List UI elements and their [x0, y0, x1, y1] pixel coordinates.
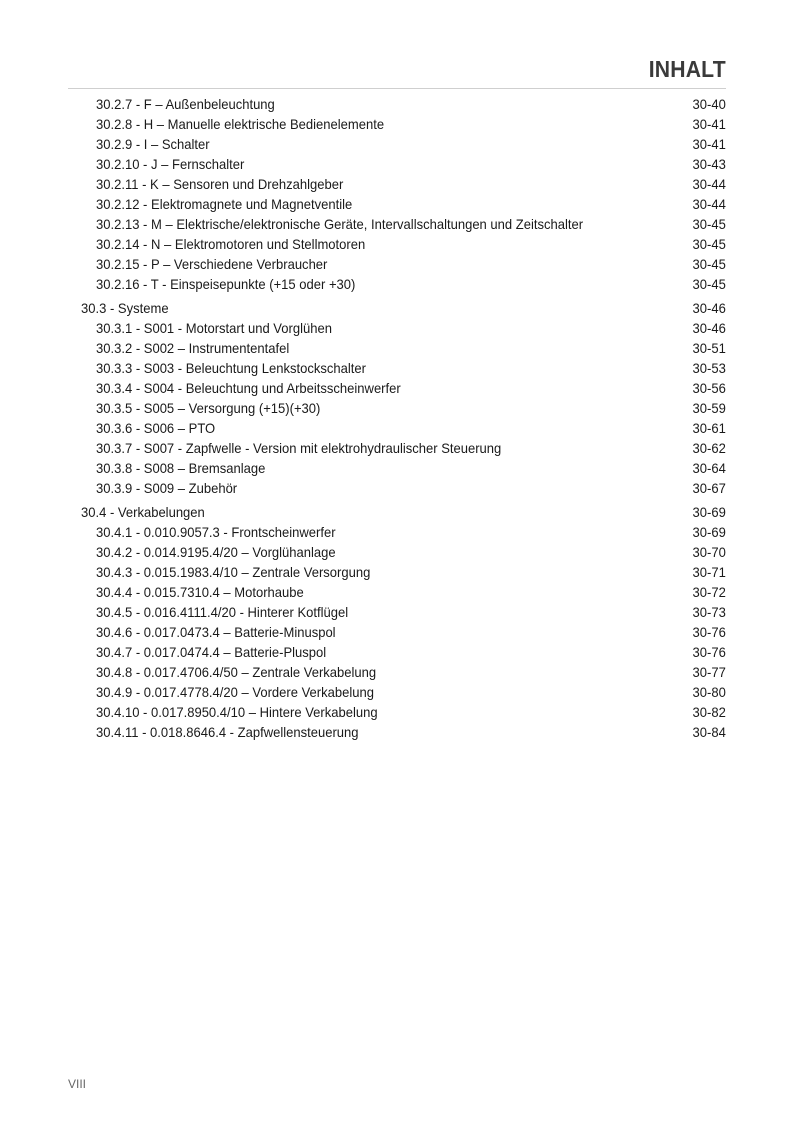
toc-entry-page: 30-45 [692, 236, 726, 252]
toc-entry-page: 30-72 [692, 584, 726, 600]
toc-entry-page: 30-53 [692, 360, 726, 376]
toc-entry-title: 30.4.1 - 0.010.9057.3 - Frontscheinwerfer [96, 524, 336, 540]
toc-entry[interactable] [68, 602, 726, 622]
toc-entry-title: 30.4.6 - 0.017.0473.4 – Batterie-Minuspol [96, 624, 336, 640]
toc-entry-page: 30-46 [692, 320, 726, 336]
toc-entry[interactable] [68, 254, 726, 274]
toc-entry-page: 30-71 [692, 564, 726, 580]
toc-entry[interactable] [68, 438, 726, 458]
toc-entry[interactable] [68, 274, 726, 294]
toc-entry-page: 30-77 [692, 664, 726, 680]
toc-entry-title: 30.4.4 - 0.015.7310.4 – Motorhaube [96, 584, 304, 600]
toc-entry-title: 30.3.2 - S002 – Instrumententafel [96, 340, 290, 356]
toc-entry-page: 30-59 [692, 400, 726, 416]
toc-section [68, 94, 726, 294]
toc-entry-page: 30-69 [692, 524, 726, 540]
toc-entry-page: 30-76 [692, 644, 726, 660]
toc-entry[interactable] [68, 114, 726, 134]
toc-entry-title: 30.4.3 - 0.015.1983.4/10 – Zentrale Versorgung [96, 564, 371, 580]
toc-entry-page: 30-67 [692, 480, 726, 496]
toc-entry[interactable] [68, 94, 726, 114]
toc-entry-title: 30.4.5 - 0.016.4111.4/20 - Hinterer Kotflügel [96, 604, 349, 620]
toc-entry-page: 30-80 [692, 684, 726, 700]
toc-entry[interactable] [68, 722, 726, 742]
toc-entry-page: 30-70 [692, 544, 726, 560]
toc-entry-page: 30-69 [692, 504, 726, 520]
page-number: VIII [68, 1077, 87, 1091]
toc-entry[interactable] [68, 174, 726, 194]
toc-entry[interactable] [68, 134, 726, 154]
toc-entry[interactable] [68, 522, 726, 542]
toc-entry-title: 30.4 - Verkabelungen [81, 504, 205, 520]
toc-entry-page: 30-40 [692, 96, 726, 112]
toc-entry-title: 30.2.8 - H – Manuelle elektrische Bedienelemente [96, 116, 385, 132]
toc-entry-title: 30.3.1 - S001 - Motorstart und Vorglühen [96, 320, 332, 336]
toc-entry-page: 30-56 [692, 380, 726, 396]
toc-entry-title: 30.2.13 - M – Elektrische/elektronische Geräte, Intervallschaltungen und Zeitschalter [96, 216, 584, 232]
toc-entry-title: 30.4.10 - 0.017.8950.4/10 – Hintere Verkabelung [96, 704, 378, 720]
toc-entry[interactable] [68, 542, 726, 562]
toc-entry[interactable] [68, 642, 726, 662]
toc-entry-title: 30.4.2 - 0.014.9195.4/20 – Vorglühanlage [96, 544, 336, 560]
page-title: INHALT [648, 56, 726, 82]
toc-entry-page: 30-82 [692, 704, 726, 720]
toc-entry-title: 30.3.9 - S009 – Zubehör [96, 480, 238, 496]
toc-entry-page: 30-62 [692, 440, 726, 456]
toc-entry[interactable] [68, 378, 726, 398]
toc-entry-title: 30.2.9 - I – Schalter [96, 136, 210, 152]
toc-section-heading[interactable] [68, 502, 726, 522]
toc-entry[interactable] [68, 154, 726, 174]
toc-entry-title: 30.2.10 - J – Fernschalter [96, 156, 245, 172]
toc-entry-title: 30.3.3 - S003 - Beleuchtung Lenkstockschalter [96, 360, 366, 376]
toc-entry-page: 30-41 [692, 136, 726, 152]
table-of-contents [68, 94, 726, 742]
toc-entry-title: 30.2.12 - Elektromagnete und Magnetventile [96, 196, 353, 212]
toc-entry[interactable] [68, 702, 726, 722]
toc-section-heading[interactable] [68, 298, 726, 318]
toc-entry[interactable] [68, 562, 726, 582]
toc-entry-page: 30-45 [692, 276, 726, 292]
toc-entry-title: 30.2.16 - T - Einspeisepunkte (+15 oder +30) [96, 276, 356, 292]
toc-entry-title: 30.2.11 - K – Sensoren und Drehzahlgeber [96, 176, 344, 192]
toc-entry[interactable] [68, 214, 726, 234]
toc-entry-page: 30-46 [692, 300, 726, 316]
toc-entry-page: 30-76 [692, 624, 726, 640]
toc-entry[interactable] [68, 682, 726, 702]
toc-entry-title: 30.3.4 - S004 - Beleuchtung und Arbeitsscheinwerfer [96, 380, 401, 396]
toc-entry-page: 30-44 [692, 176, 726, 192]
toc-entry-page: 30-51 [692, 340, 726, 356]
toc-entry[interactable] [68, 582, 726, 602]
toc-entry-page: 30-61 [692, 420, 726, 436]
toc-entry-title: 30.4.7 - 0.017.0474.4 – Batterie-Pluspol [96, 644, 327, 660]
header-divider [68, 88, 726, 89]
toc-section [68, 502, 726, 742]
toc-entry-title: 30.3 - Systeme [81, 300, 169, 316]
toc-entry-title: 30.4.11 - 0.018.8646.4 - Zapfwellensteuerung [96, 724, 359, 740]
toc-entry-title: 30.2.14 - N – Elektromotoren und Stellmotoren [96, 236, 366, 252]
toc-entry-title: 30.3.6 - S006 – PTO [96, 420, 216, 436]
toc-entry-page: 30-45 [692, 216, 726, 232]
toc-entry[interactable] [68, 398, 726, 418]
toc-entry[interactable] [68, 318, 726, 338]
toc-entry-page: 30-64 [692, 460, 726, 476]
toc-entry[interactable] [68, 418, 726, 438]
toc-section [68, 298, 726, 498]
toc-entry-page: 30-44 [692, 196, 726, 212]
toc-entry-title: 30.2.7 - F – Außenbeleuchtung [96, 96, 275, 112]
toc-entry-title: 30.3.8 - S008 – Bremsanlage [96, 460, 266, 476]
toc-entry-page: 30-43 [692, 156, 726, 172]
toc-entry-title: 30.3.7 - S007 - Zapfwelle - Version mit elektrohydraulischer Steuerung [96, 440, 502, 456]
toc-entry-title: 30.4.8 - 0.017.4706.4/50 – Zentrale Verkabelung [96, 664, 377, 680]
toc-entry-page: 30-73 [692, 604, 726, 620]
toc-entry-title: 30.3.5 - S005 – Versorgung (+15)(+30) [96, 400, 321, 416]
toc-entry[interactable] [68, 622, 726, 642]
toc-entry[interactable] [68, 338, 726, 358]
toc-entry[interactable] [68, 662, 726, 682]
toc-entry[interactable] [68, 194, 726, 214]
toc-entry[interactable] [68, 478, 726, 498]
toc-entry[interactable] [68, 358, 726, 378]
toc-entry[interactable] [68, 458, 726, 478]
toc-entry-page: 30-45 [692, 256, 726, 272]
toc-entry-title: 30.4.9 - 0.017.4778.4/20 – Vordere Verkabelung [96, 684, 374, 700]
toc-entry[interactable] [68, 234, 726, 254]
toc-entry-page: 30-41 [692, 116, 726, 132]
toc-entry-page: 30-84 [692, 724, 726, 740]
toc-entry-title: 30.2.15 - P – Verschiedene Verbraucher [96, 256, 328, 272]
